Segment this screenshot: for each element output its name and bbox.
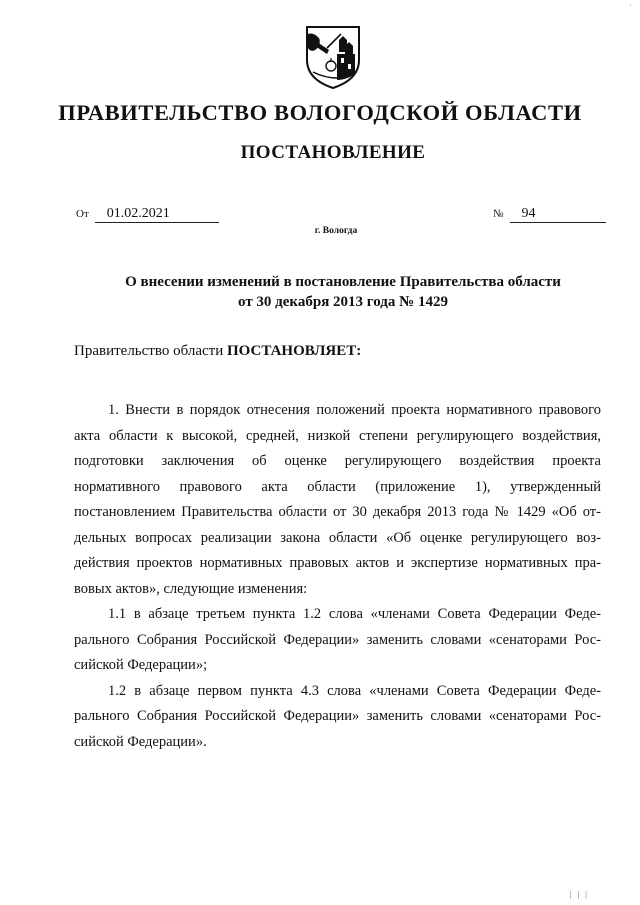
- document-heading: [60, 272, 626, 312]
- preamble: [74, 343, 361, 360]
- preamble-decree: ПОСТАНОВЛЯЕТ:: [226, 343, 362, 359]
- heading-line-1: О внесении изменений в постановление Правительства области: [125, 274, 561, 290]
- date-value: 01.02.2021: [95, 206, 219, 223]
- city: г. Вологда: [314, 226, 358, 236]
- date-prefix: От: [76, 208, 89, 220]
- paragraph-1-2: 1.2 в абзаце первом пункта 4.3 слова «членами Совета Федерации Федерального Собрания Российской Федерации» заменить словами «сенаторами Российской Федерации».: [74, 682, 601, 750]
- number-prefix: №: [493, 208, 504, 220]
- paragraph-1-1: 1.1 в абзаце третьем пункта 1.2 слова «членами Совета Федерации Федерального Собрания Российской Федерации» заменить словами «сенаторами Российской Федерации»;: [74, 606, 601, 673]
- vologda-coat-of-arms-icon: [303, 24, 363, 90]
- organization-title: ПРАВИТЕЛЬСТВО ВОЛОГОДСКОЙ ОБЛАСТИ: [58, 100, 582, 125]
- scan-mark-top: ·: [629, 0, 632, 10]
- document-number: [493, 206, 606, 223]
- preamble-lead: Правительство области: [74, 343, 227, 359]
- scan-mark-bottom: | | |: [570, 890, 589, 899]
- paragraph-1: 1. Внести в порядок отнесения положений проекта нормативного правового акта области к высокой, средней, низкой степени регулирующего воздействия, подготовки заключения об оценке регулирующего воздействия проекта нормативного правового акта области (приложение 1), утвержденный постановлением Правительства области от 30 декабря 2013 года № 1429 «Об отдельных вопросах реализации закона области «Об оценке регулирующего воздействия проектов нормативных правовых актов и экспертизе нормативных правовых актов», следующие изменения:: [74, 402, 601, 597]
- number-value: 94: [510, 206, 606, 223]
- document-type: ПОСТАНОВЛЕНИЕ: [240, 142, 426, 163]
- document-body: [74, 398, 601, 755]
- heading-line-2: от 30 декабря 2013 года № 1429: [238, 294, 448, 310]
- document-date: [76, 206, 219, 223]
